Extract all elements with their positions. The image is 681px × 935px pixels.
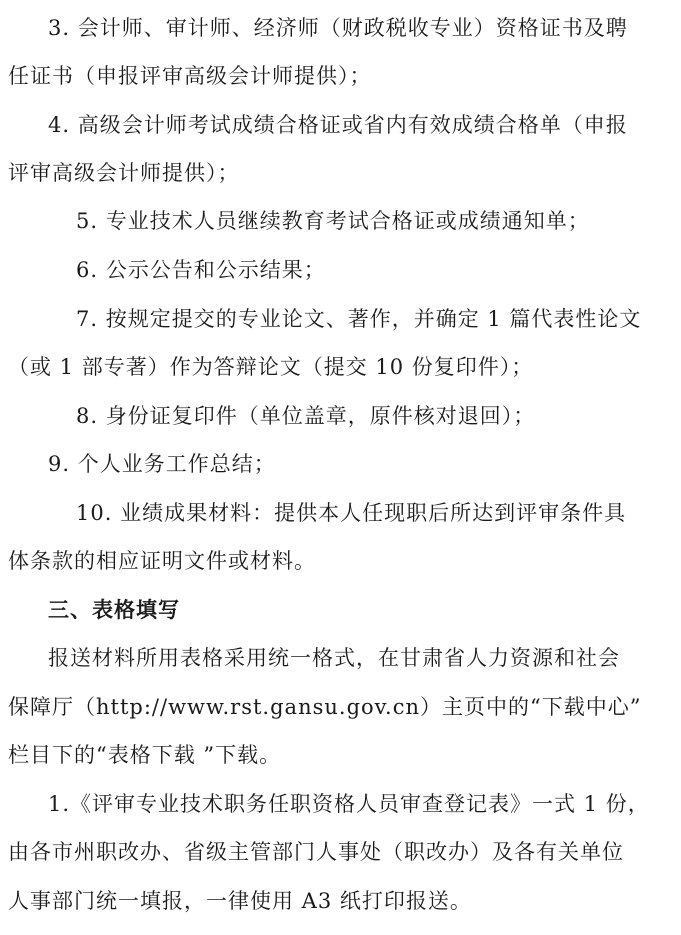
list-item-3-line-1: 3. 会计师、审计师、经济师（财政税收专业）资格证书及聘 [48,16,628,40]
paragraph-line-2: 保障厅（http://www.rst.gansu.gov.cn）主页中的“下载中心” [8,695,642,719]
list-item-10-line-1: 10. 业绩成果材料：提供本人任现职后所达到评审条件具 [76,501,627,525]
list-item-10-line-2: 体条款的相应证明文件或材料。 [8,549,316,573]
list-item-7-line-1: 7. 按规定提交的专业论文、著作，并确定 1 篇代表性论文 [76,307,642,331]
list-item-6: 6. 公示公告和公示结果； [76,258,326,282]
list-item-4-line-1: 4. 高级会计师考试成绩合格证或省内有效成绩合格单（申报 [48,113,628,137]
form-item-1-line-3: 人事部门统一填报，一律使用 A3 纸打印报送。 [8,889,472,913]
paragraph-line-3: 栏目下的“表格下载 ”下载。 [8,743,282,767]
list-item-5: 5. 专业技术人员继续教育考试合格证或成绩通知单； [76,209,590,233]
paragraph-line-1: 报送材料所用表格采用统一格式，在甘肃省人力资源和社会 [48,646,620,670]
list-item-3-line-2: 任证书（申报评审高级会计师提供）； [8,64,372,88]
form-item-1-line-2: 由各市州职改办、省级主管部门人事处（职改办）及各有关单位 [8,840,624,864]
form-item-1-line-1: 1.《评审专业技术职务任职资格人员审查登记表》一式 1 份， [48,792,650,816]
list-item-4-line-2: 评审高级会计师提供）； [8,161,240,185]
list-item-8: 8. 身份证复印件（单位盖章，原件核对退回）； [76,404,536,428]
section-heading: 三、表格填写 [48,598,180,622]
list-item-9: 9. 个人业务工作总结； [48,452,276,476]
list-item-7-line-2: （或 1 部专著）作为答辩论文（提交 10 份复印件）； [8,355,534,379]
